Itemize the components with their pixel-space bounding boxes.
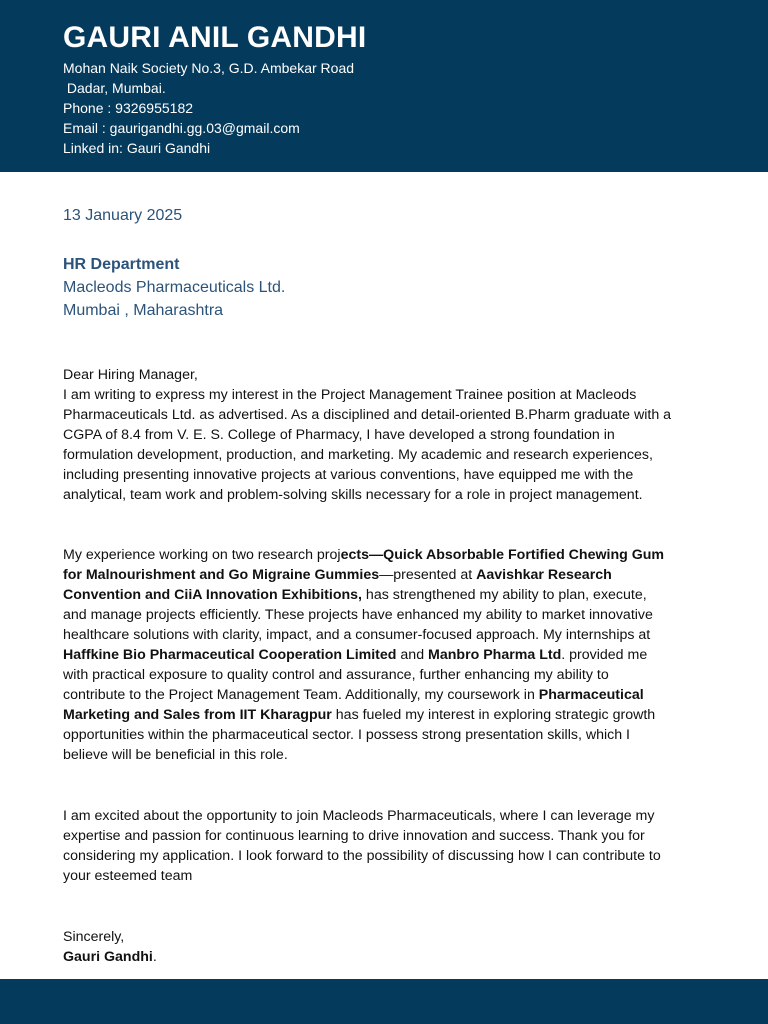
paragraph-2-text: has fueled my interest in exploring strategic growth opportunities within the pharmaceutical sector. I possess strong presentation skills, which I believe will be beneficial in this role. [63, 707, 656, 763]
closing-block [63, 927, 673, 967]
address-line-1: Mohan Naik Society No.3, G.D. Ambekar Road [63, 60, 355, 76]
email-line: Email : gaurigandhi.gg.03@gmail.com [63, 120, 300, 136]
internship-manbro-highlight: Manbro Pharma Ltd [428, 647, 562, 663]
letterhead-banner [0, 0, 768, 172]
signature [63, 947, 673, 967]
paragraph-2-text: —presented at [379, 567, 477, 583]
footer-banner [0, 979, 768, 1024]
paragraph-3: I am excited about the opportunity to join Macleods Pharmaceuticals, where I can leverage my expertise and passion for continuous learning to drive innovation and success. Thank you for considering my application. I look forward to the possibility of discussing how I can contribute to your esteemed team [63, 808, 661, 884]
recipient-block [63, 253, 285, 322]
recipient-department: HR Department [63, 256, 180, 273]
conventions-highlight: Aavishkar Research Convention and CiiA Innovation Exhibitions, [63, 567, 612, 603]
paragraph-2 [63, 545, 673, 765]
sender-contact-block [63, 58, 354, 158]
phone-line: Phone : 9326955182 [63, 100, 194, 116]
linkedin-line: Linked in: Gauri Gandhi [63, 140, 211, 156]
paragraph-2-text: has strengthened my ability to plan, execute, and manage projects efficiently. These projects have enhanced my ability to market innovative healthcare solutions with clarity, impact, and a consumer-focused approach. My internships at [63, 587, 653, 643]
closing-phrase: Sincerely, [63, 929, 125, 945]
internship-haffkine-highlight: Haffkine Bio Pharmaceutical Cooperation Limited [63, 647, 401, 663]
recipient-location: Mumbai , Maharashtra [63, 302, 224, 319]
recipient-company: Macleods Pharmaceuticals Ltd. [63, 279, 286, 296]
paragraph-2-text: and [400, 647, 429, 663]
opening-paragraph [63, 365, 673, 505]
coursework-highlight: Pharmaceutical Marketing and Sales from IIT Kharagpur [63, 687, 644, 723]
salutation: Dear Hiring Manager, [63, 367, 198, 383]
paragraph-2-text: . provided me with practical exposure to quality control and assurance, further enhancing my ability to contribute to the Project Management Team. Additionally, my coursework in [63, 647, 648, 703]
address-line-2: Dadar, Mumbai. [63, 80, 166, 96]
signature-name: Gauri Gandhi [63, 949, 153, 965]
paragraph-2-text: My experience working on two research proj [63, 547, 341, 563]
sender-name: GAURI ANIL GANDHI [63, 21, 367, 54]
letter-date: 13 January 2025 [63, 207, 183, 224]
paragraph-1: I am writing to express my interest in the Project Management Trainee position at Macleods Pharmaceuticals Ltd. as advertised. As a disciplined and detail-oriented B.Pharm graduate with a CGPA of 8.4 from V. E. S. College of Pharmacy, I have developed a strong foundation in formulation development, production, and marketing. My academic and research experiences, including presenting innovative projects at various conventions, have equipped me with the analytical, team work and problem-solving skills necessary for a role in project management. [63, 387, 672, 503]
research-projects-highlight: ects—Quick Absorbable Fortified Chewing Gum for Malnourishment and Go Migraine Gummies [63, 547, 665, 583]
signature-suffix: . [152, 949, 157, 965]
